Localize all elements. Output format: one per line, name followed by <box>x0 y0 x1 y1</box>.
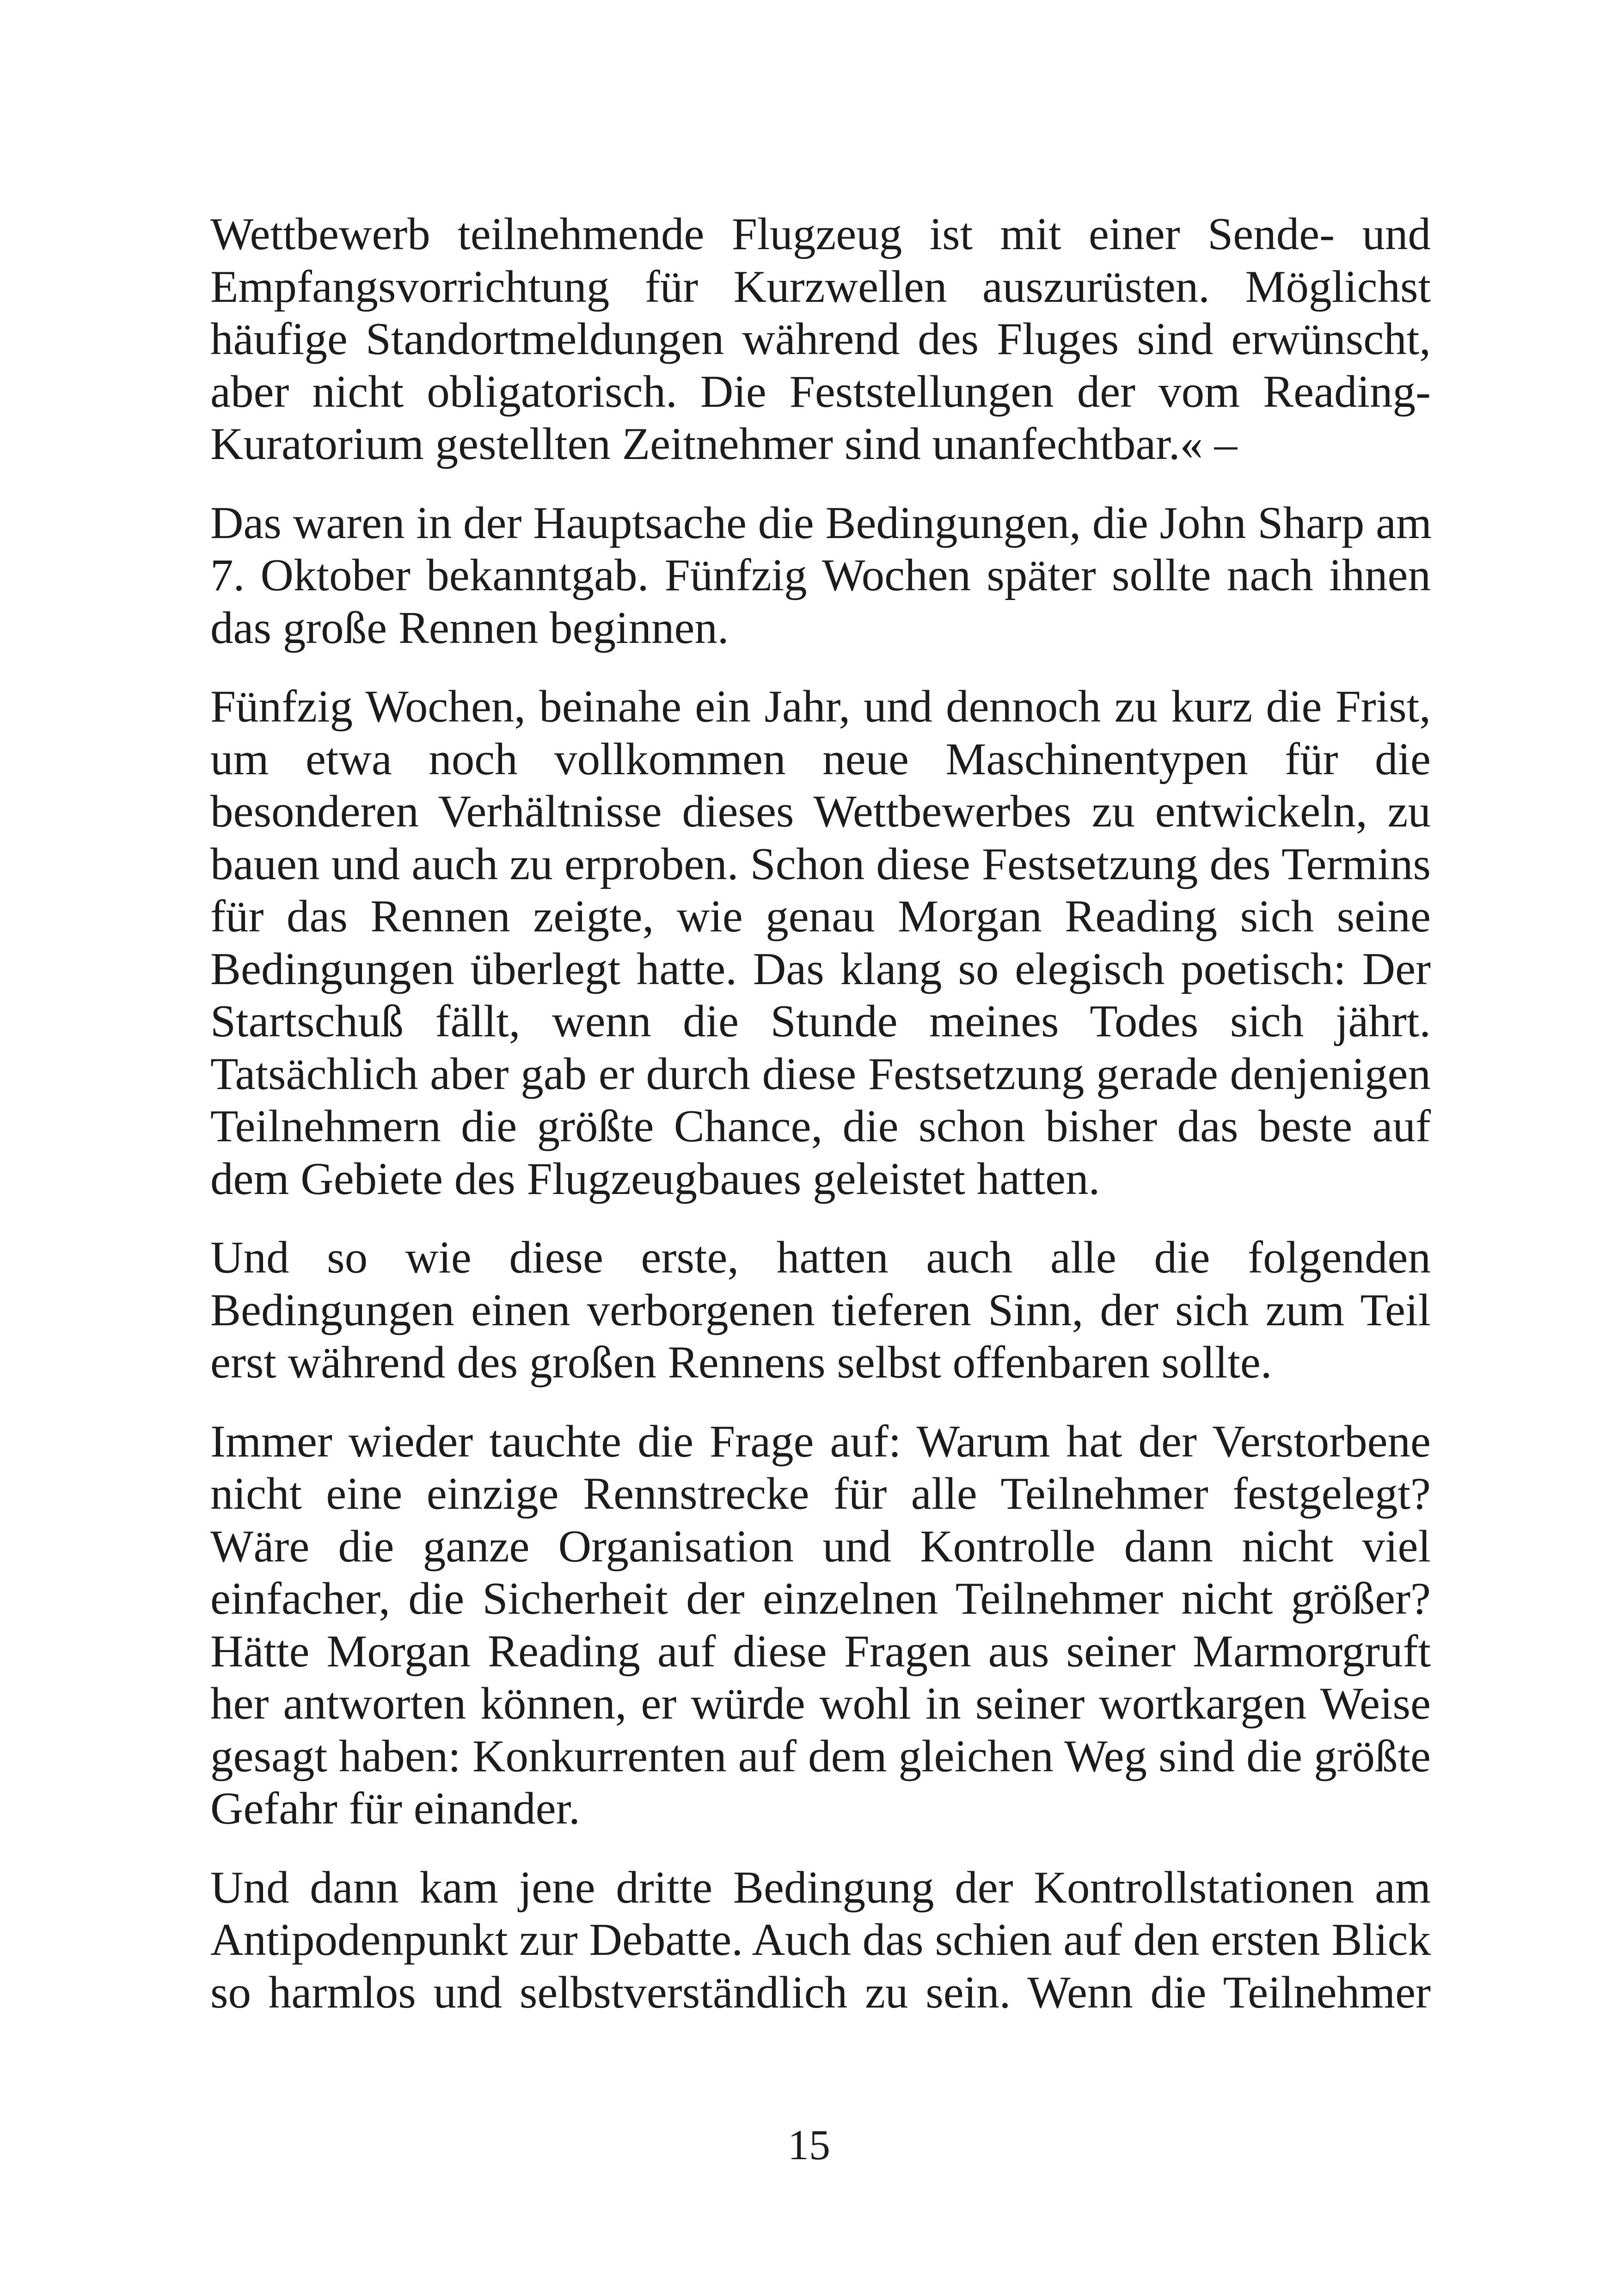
text-line: Wettbewerb teilnehmende Flugzeug ist mit einer Sende- und <box>210 209 1431 259</box>
text-line: Wäre die ganze Organisation und Kontrolle dann nicht viel <box>210 1521 1431 1572</box>
paragraph <box>210 680 1431 1205</box>
text-line: Tatsächlich aber gab er durch diese Festsetzung gerade denjenigen <box>210 1048 1431 1099</box>
text-line: gesagt haben: Konkurrenten auf dem gleichen Weg sind die größte <box>210 1731 1431 1782</box>
text-line: besonderen Verhältnisse dieses Wettbewerbes zu entwickeln, zu <box>210 786 1431 837</box>
text-line: so harmlos und selbstverständlich zu sein. Wenn die Teilnehmer <box>210 1967 1431 2018</box>
paragraph <box>210 497 1431 655</box>
body-text <box>210 208 1431 2045</box>
text-line: Hätte Morgan Reading auf diese Fragen aus seiner Marmorgruft <box>210 1626 1431 1677</box>
text-line: Gefahr für einander. <box>210 1783 580 1834</box>
text-line: Antipodenpunkt zur Debatte. Auch das schien auf den ersten Blick <box>210 1915 1431 1965</box>
text-line: erst während des großen Rennens selbst offenbaren sollte. <box>210 1337 1272 1388</box>
text-line: aber nicht obligatorisch. Die Feststellungen der vom Reading- <box>210 366 1431 417</box>
text-line: dem Gebiete des Flugzeugbaues geleistet hatten. <box>210 1153 1100 1204</box>
text-line: Fünfzig Wochen, beinahe ein Jahr, und dennoch zu kurz die Frist, <box>210 681 1431 732</box>
text-line: das große Rennen beginnen. <box>210 602 729 653</box>
text-line: Kuratorium gestellten Zeitnehmer sind unanfechtbar.« – <box>210 419 1238 469</box>
text-line: Das waren in der Hauptsache die Bedingungen, die John Sharp am <box>210 497 1432 548</box>
paragraph <box>210 1861 1431 2019</box>
text-line: her antworten können, er würde wohl in seiner wortkargen Weise <box>210 1678 1431 1729</box>
text-line: einfacher, die Sicherheit der einzelnen Teilnehmer nicht größer? <box>210 1574 1431 1624</box>
text-line: Und dann kam jene dritte Bedingung der Kontrollstationen am <box>210 1862 1431 1913</box>
paragraph <box>210 208 1431 471</box>
text-line: um etwa noch vollkommen neue Maschinentypen für die <box>210 734 1431 784</box>
page-number: 15 <box>788 2121 830 2168</box>
text-line: Teilnehmern die größte Chance, die schon bisher das beste auf <box>210 1101 1431 1151</box>
text-line: für das Rennen zeigte, wie genau Morgan Reading sich seine <box>210 891 1431 942</box>
text-line: nicht eine einzige Rennstrecke für alle Teilnehmer festgelegt? <box>210 1469 1431 1519</box>
paragraph <box>210 1231 1431 1389</box>
text-line: bauen und auch zu erproben. Schon diese Festsetzung des Termins <box>210 839 1431 889</box>
text-line: Bedingungen überlegt hatte. Das klang so elegisch poetisch: Der <box>210 943 1431 994</box>
text-line: Immer wieder tauchte die Frage auf: Warum hat der Verstorbene <box>210 1416 1431 1467</box>
text-line: Startschuß fällt, wenn die Stunde meines Todes sich jährt. <box>210 996 1431 1047</box>
paragraph <box>210 1415 1431 1835</box>
text-line: 7. Oktober bekanntgab. Fünfzig Wochen später sollte nach ihnen <box>210 550 1431 600</box>
text-line: Und so wie diese erste, hatten auch alle die folgenden <box>210 1232 1431 1283</box>
text-line: Bedingungen einen verborgenen tieferen Sinn, der sich zum Teil <box>210 1285 1431 1335</box>
text-line: Empfangsvorrichtung für Kurzwellen auszurüsten. Möglichst <box>210 261 1431 312</box>
text-line: häufige Standortmeldungen während des Fluges sind erwünscht, <box>210 314 1431 364</box>
